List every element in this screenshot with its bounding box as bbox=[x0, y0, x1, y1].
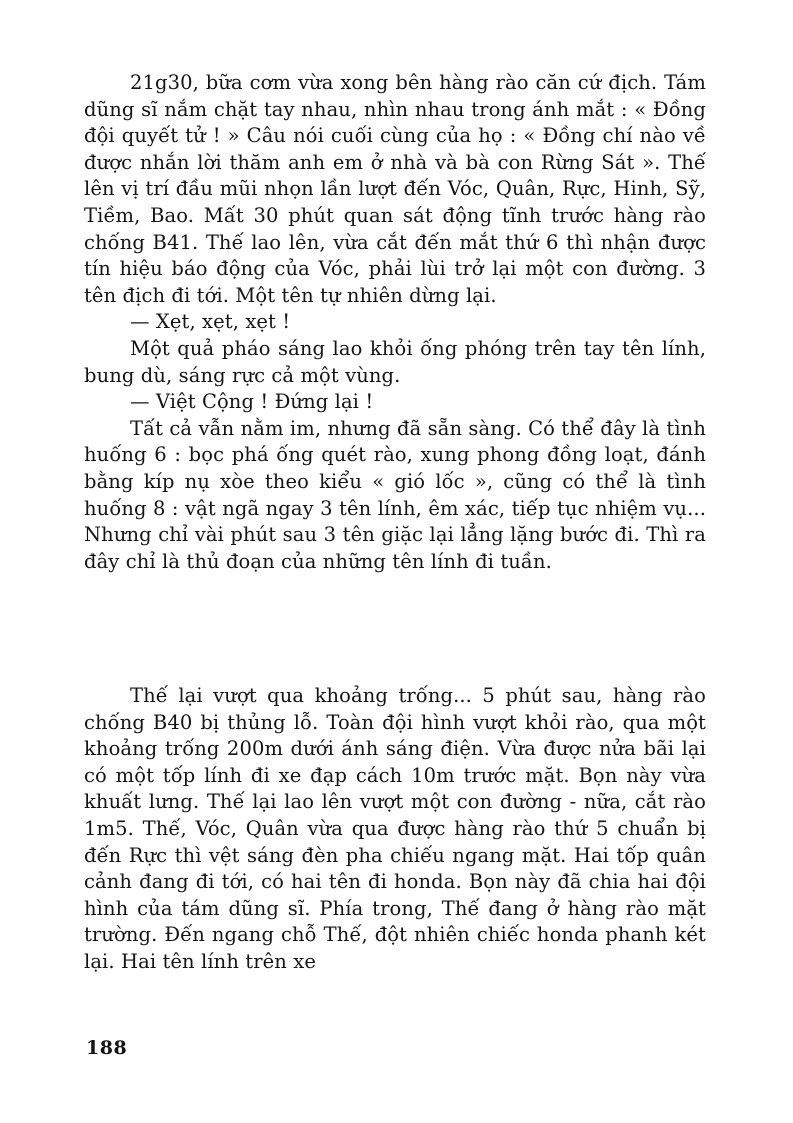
paragraph-breach: Thế lại vượt qua khoảng trống... 5 phút sau, hàng rào chống B40 bị thủng lỗ. Toàn đội hình vượt khỏi rào, qua một khoảng trống 200m dưới ánh sáng điện. Vừa được nửa bãi lại có một tốp lính đi xe đạp cách 10m trước mặt. Bọn này vừa khuất lưng. Thế lại lao lên vượt một con đường - nữa, cắt rào 1m5. Thế, Vóc, Quân vừa qua được hàng rào thứ 5 chuẩn bị đến Rực thì vệt sáng đèn pha chiếu ngang mặt. Hai tốp quân cảnh đang đi tới, có hai tên đi honda. Bọn này đã chia hai đội hình của tám dũng sĩ. Phía trong, Thế đang ở hàng rào mặt trường. Đến ngang chỗ Thế, đột nhiên chiếc honda phanh két lại. Hai tên lính trên xe bbox=[84, 684, 706, 973]
dialogue-shout: — Việt Cộng ! Đứng lại ! bbox=[130, 390, 374, 414]
text-section-top bbox=[84, 70, 706, 575]
text-section-bottom bbox=[84, 683, 706, 976]
paragraph-evening-approach: 21g30, bữa cơm vừa xong bên hàng rào căn cứ địch. Tám dũng sĩ nắm chặt tay nhau, nhìn nhau trong ánh mắt : « Đồng đội quyết tử ! » Câu nói cuối cùng của họ : « Đồng chí nào về được nhắn lời thăm anh em ở nhà và bà con Rừng Sát ». Thế lên vị trí đầu mũi nhọn lần lượt đến Vóc, Quân, Rực, Hinh, Sỹ, Tiềm, Bao. Mất 30 phút quan sát động tĩnh trước hàng rào chống B41. Thế lao lên, vừa cắt đến mắt thứ 6 thì nhận được tín hiệu báo động của Vóc, phải lùi trở lại một con đường. 3 tên địch đi tới. Một tên tự nhiên dừng lại. bbox=[84, 71, 706, 307]
page-number: 188 bbox=[86, 1037, 128, 1059]
paragraph-situation: Tất cả vẫn nằm im, nhưng đã sẵn sàng. Có thể đây là tình huống 6 : bọc phá ống quét rào, xung phong đồng loạt, đánh bằng kíp nụ xòe theo kiểu « gió lốc », cũng có thể là tình huống 8 : vật ngã ngay 3 tên lính, êm xác, tiếp tục nhiệm vụ... Nhưng chỉ vài phút sau 3 tên giặc lại lẳng lặng bước đi. Thì ra đây chỉ là thủ đoạn của những tên lính đi tuần. bbox=[84, 416, 706, 573]
paragraph-flare: Một quả pháo sáng lao khỏi ống phóng trên tay tên lính, bung dù, sáng rực cả một vùng. bbox=[84, 336, 706, 387]
dialogue-sound: — Xẹt, xẹt, xẹt ! bbox=[130, 310, 291, 334]
